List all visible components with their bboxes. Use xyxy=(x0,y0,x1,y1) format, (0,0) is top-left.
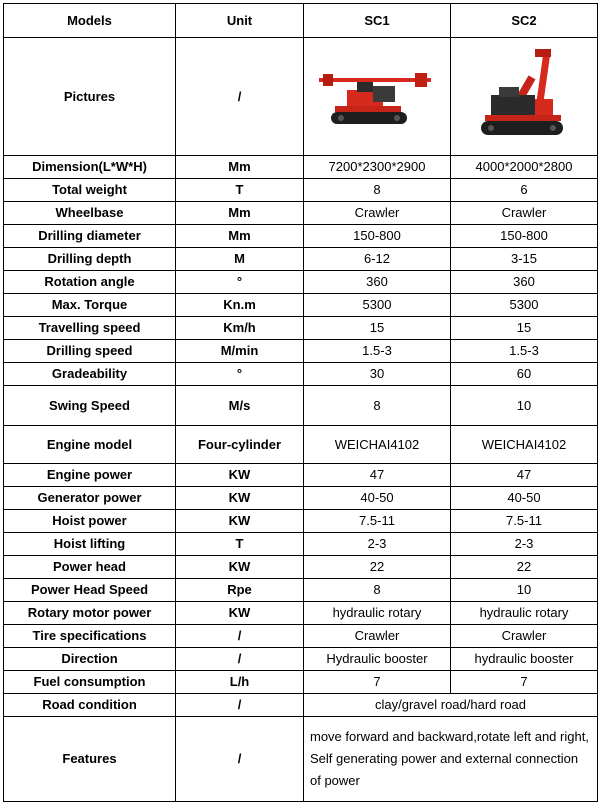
swing-speed-unit: M/s xyxy=(176,386,304,426)
hoist-lifting-unit: T xyxy=(176,533,304,556)
row-travelling-speed xyxy=(4,317,598,340)
row-wheelbase xyxy=(4,202,598,225)
row-rotary-motor-power xyxy=(4,602,598,625)
engine-power-sc1: 47 xyxy=(304,464,451,487)
row-power-head-speed xyxy=(4,579,598,602)
sc1-drill-rig-image xyxy=(317,64,437,130)
row-drilling-diameter xyxy=(4,225,598,248)
engine-model-sc1: WEICHAI4102 xyxy=(304,426,451,464)
wheelbase-label: Wheelbase xyxy=(4,202,176,225)
gradeability-label: Gradeability xyxy=(4,363,176,386)
swing-speed-sc1: 8 xyxy=(304,386,451,426)
max-torque-unit: Kn.m xyxy=(176,294,304,317)
row-features xyxy=(4,717,598,802)
row-drilling-depth xyxy=(4,248,598,271)
total-weight-unit: T xyxy=(176,179,304,202)
swing-speed-label: Swing Speed xyxy=(4,386,176,426)
road-condition-value: clay/gravel road/hard road xyxy=(304,694,598,717)
row-hoist-lifting xyxy=(4,533,598,556)
hoist-lifting-sc2: 2-3 xyxy=(451,533,598,556)
dimension-l-w-h-sc1: 7200*2300*2900 xyxy=(304,156,451,179)
wheelbase-sc2: Crawler xyxy=(451,202,598,225)
tire-specifications-sc1: Crawler xyxy=(304,625,451,648)
rotation-angle-label: Rotation angle xyxy=(4,271,176,294)
dimension-l-w-h-unit: Mm xyxy=(176,156,304,179)
dimension-l-w-h-sc2: 4000*2000*2800 xyxy=(451,156,598,179)
row-engine-model xyxy=(4,426,598,464)
power-head-sc2: 22 xyxy=(451,556,598,579)
power-head-speed-label: Power Head Speed xyxy=(4,579,176,602)
models-header: Models xyxy=(4,4,176,38)
rotary-motor-power-unit: KW xyxy=(176,602,304,625)
gradeability-sc1: 30 xyxy=(304,363,451,386)
fuel-consumption-unit: L/h xyxy=(176,671,304,694)
wheelbase-sc1: Crawler xyxy=(304,202,451,225)
hoist-power-sc1: 7.5-11 xyxy=(304,510,451,533)
swing-speed-sc2: 10 xyxy=(451,386,598,426)
power-head-sc1: 22 xyxy=(304,556,451,579)
features-unit: / xyxy=(176,717,304,802)
row-max-torque xyxy=(4,294,598,317)
power-head-speed-sc1: 8 xyxy=(304,579,451,602)
power-head-speed-unit: Rpe xyxy=(176,579,304,602)
hoist-power-label: Hoist power xyxy=(4,510,176,533)
drilling-diameter-sc1: 150-800 xyxy=(304,225,451,248)
engine-power-unit: KW xyxy=(176,464,304,487)
gradeability-unit: ° xyxy=(176,363,304,386)
generator-power-sc2: 40-50 xyxy=(451,487,598,510)
engine-model-unit: Four-cylinder xyxy=(176,426,304,464)
sc1-header: SC1 xyxy=(304,4,451,38)
row-total-weight xyxy=(4,179,598,202)
generator-power-sc1: 40-50 xyxy=(304,487,451,510)
row-direction xyxy=(4,648,598,671)
drilling-diameter-unit: Mm xyxy=(176,225,304,248)
engine-model-label: Engine model xyxy=(4,426,176,464)
row-gradeability xyxy=(4,363,598,386)
rotary-motor-power-sc1: hydraulic rotary xyxy=(304,602,451,625)
max-torque-sc2: 5300 xyxy=(451,294,598,317)
travelling-speed-sc1: 15 xyxy=(304,317,451,340)
row-drilling-speed xyxy=(4,340,598,363)
wheelbase-unit: Mm xyxy=(176,202,304,225)
features-text: move forward and backward,rotate left and right, Self generating power and external connection of power xyxy=(304,717,598,802)
power-head-unit: KW xyxy=(176,556,304,579)
features-label: Features xyxy=(4,717,176,802)
row-road-condition xyxy=(4,694,598,717)
hoist-power-sc2: 7.5-11 xyxy=(451,510,598,533)
row-dimension-l-w-h xyxy=(4,156,598,179)
direction-unit: / xyxy=(176,648,304,671)
row-tire-specifications xyxy=(4,625,598,648)
drilling-diameter-label: Drilling diameter xyxy=(4,225,176,248)
engine-model-sc2: WEICHAI4102 xyxy=(451,426,598,464)
max-torque-sc1: 5300 xyxy=(304,294,451,317)
drilling-diameter-sc2: 150-800 xyxy=(451,225,598,248)
drilling-depth-sc2: 3-15 xyxy=(451,248,598,271)
rotary-motor-power-sc2: hydraulic rotary xyxy=(451,602,598,625)
row-hoist-power xyxy=(4,510,598,533)
sc2-picture-cell xyxy=(451,38,598,156)
direction-label: Direction xyxy=(4,648,176,671)
direction-sc1: Hydraulic booster xyxy=(304,648,451,671)
generator-power-label: Generator power xyxy=(4,487,176,510)
drilling-speed-sc2: 1.5-3 xyxy=(451,340,598,363)
engine-power-sc2: 47 xyxy=(451,464,598,487)
unit-header: Unit xyxy=(176,4,304,38)
total-weight-sc1: 8 xyxy=(304,179,451,202)
travelling-speed-label: Travelling speed xyxy=(4,317,176,340)
header-row xyxy=(4,4,598,38)
row-rotation-angle xyxy=(4,271,598,294)
drilling-speed-sc1: 1.5-3 xyxy=(304,340,451,363)
pictures-label: Pictures xyxy=(4,38,176,156)
drilling-depth-sc1: 6-12 xyxy=(304,248,451,271)
travelling-speed-sc2: 15 xyxy=(451,317,598,340)
total-weight-sc2: 6 xyxy=(451,179,598,202)
hoist-power-unit: KW xyxy=(176,510,304,533)
power-head-speed-sc2: 10 xyxy=(451,579,598,602)
tire-specifications-label: Tire specifications xyxy=(4,625,176,648)
travelling-speed-unit: Km/h xyxy=(176,317,304,340)
drilling-speed-label: Drilling speed xyxy=(4,340,176,363)
drilling-speed-unit: M/min xyxy=(176,340,304,363)
sc2-header: SC2 xyxy=(451,4,598,38)
rotation-angle-sc2: 360 xyxy=(451,271,598,294)
drilling-depth-unit: M xyxy=(176,248,304,271)
hoist-lifting-label: Hoist lifting xyxy=(4,533,176,556)
engine-power-label: Engine power xyxy=(4,464,176,487)
pictures-row xyxy=(4,38,598,156)
road-condition-unit: / xyxy=(176,694,304,717)
generator-power-unit: KW xyxy=(176,487,304,510)
hoist-lifting-sc1: 2-3 xyxy=(304,533,451,556)
gradeability-sc2: 60 xyxy=(451,363,598,386)
max-torque-label: Max. Torque xyxy=(4,294,176,317)
row-engine-power xyxy=(4,464,598,487)
sc2-drill-rig-image xyxy=(469,47,579,147)
fuel-consumption-label: Fuel consumption xyxy=(4,671,176,694)
power-head-label: Power head xyxy=(4,556,176,579)
pictures-unit: / xyxy=(176,38,304,156)
tire-specifications-unit: / xyxy=(176,625,304,648)
row-fuel-consumption xyxy=(4,671,598,694)
drilling-depth-label: Drilling depth xyxy=(4,248,176,271)
fuel-consumption-sc1: 7 xyxy=(304,671,451,694)
sc1-picture-cell xyxy=(304,38,451,156)
tire-specifications-sc2: Crawler xyxy=(451,625,598,648)
fuel-consumption-sc2: 7 xyxy=(451,671,598,694)
dimension-l-w-h-label: Dimension(L*W*H) xyxy=(4,156,176,179)
rotary-motor-power-label: Rotary motor power xyxy=(4,602,176,625)
row-generator-power xyxy=(4,487,598,510)
direction-sc2: hydraulic booster xyxy=(451,648,598,671)
rotation-angle-unit: ° xyxy=(176,271,304,294)
row-power-head xyxy=(4,556,598,579)
row-swing-speed xyxy=(4,386,598,426)
total-weight-label: Total weight xyxy=(4,179,176,202)
spec-table xyxy=(3,3,598,802)
road-condition-label: Road condition xyxy=(4,694,176,717)
rotation-angle-sc1: 360 xyxy=(304,271,451,294)
